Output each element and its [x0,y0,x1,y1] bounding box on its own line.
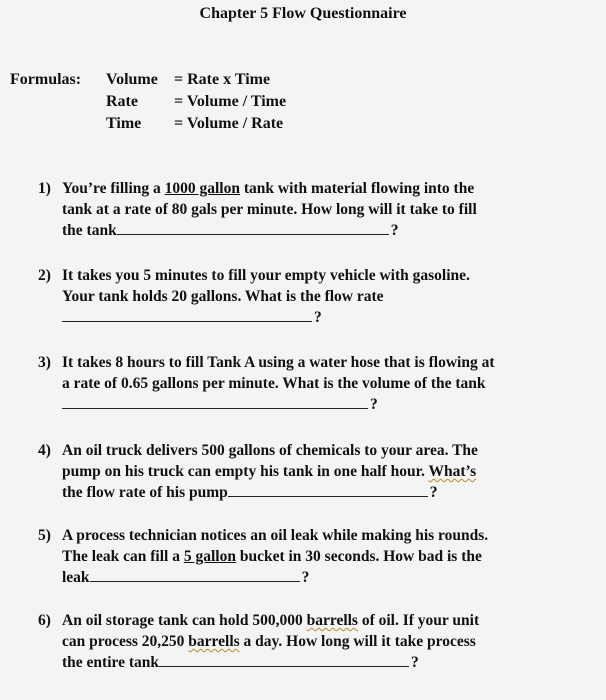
formula-row-time [10,113,286,135]
question-1: 1) You’re filling a 1000 gallon tank with material flowing into the tank at a rate of 80 gals per minute. How long will it take to fill the tank ? [38,180,477,239]
spellcheck-flagged-word: What’s [428,463,477,480]
formula-var: Time [106,115,142,132]
question-mark: ? [370,396,378,413]
answer-blank[interactable] [159,652,409,667]
answer-blank[interactable] [117,220,389,235]
question-number: 4) [38,442,51,459]
formula-var: Volume [106,71,158,88]
underlined-term: 5 gallon [183,548,236,565]
question-number: 2) [38,267,51,284]
formula-eq: = Volume / Time [174,93,287,110]
underlined-term: 1000 gallon [164,180,240,197]
formula-eq: = Volume / Rate [174,115,284,132]
question-3: 3) It takes 8 hours to fill Tank A using a water hose that is flowing at a rate of 0.65 gallons per minute. What is the volume of the tank ? [38,354,495,413]
question-4: 4) An oil truck delivers 500 gallons of chemicals to your area. The pump on his truck can empty his tank in one half hour. What’s the flow rate of his pump ? [38,442,478,501]
question-6: 6) An oil storage tank can hold 500,000 barrells of oil. If your unit can process 20,250 barrells a day. How long will it take process the entire tank ? [38,612,480,671]
spellcheck-flagged-word: barrells [306,612,358,629]
question-number: 1) [38,180,51,197]
question-mark: ? [411,654,419,671]
question-5: 5) A process technician notices an oil leak while making his rounds. The leak can fill a 5 gallon bucket in 30 seconds. How bad is the leak ? [38,527,489,586]
formula-var: Rate [106,93,138,110]
formula-row-volume [10,69,286,91]
question-mark: ? [301,569,310,586]
page-title: Chapter 5 Flow Questionnaire [199,5,407,22]
question-mark: ? [390,222,399,239]
question-2: 2) It takes you 5 minutes to fill your empty vehicle with gasoline. Your tank holds 20 gallons. What is the flow rate ? [38,267,470,326]
formula-eq: = Rate x Time [174,71,271,88]
answer-blank[interactable] [62,394,368,409]
question-mark: ? [429,484,438,501]
answer-blank[interactable] [228,482,428,497]
answer-blank[interactable] [90,567,300,582]
question-number: 3) [38,354,51,371]
answer-blank[interactable] [62,307,312,322]
question-mark: ? [314,309,322,326]
question-number: 5) [38,527,51,544]
formulas-label: Formulas: [10,71,82,88]
spellcheck-flagged-word: barrells [188,633,240,650]
formulas-block [10,69,286,135]
question-number: 6) [38,612,51,629]
formula-row-rate [10,91,286,113]
